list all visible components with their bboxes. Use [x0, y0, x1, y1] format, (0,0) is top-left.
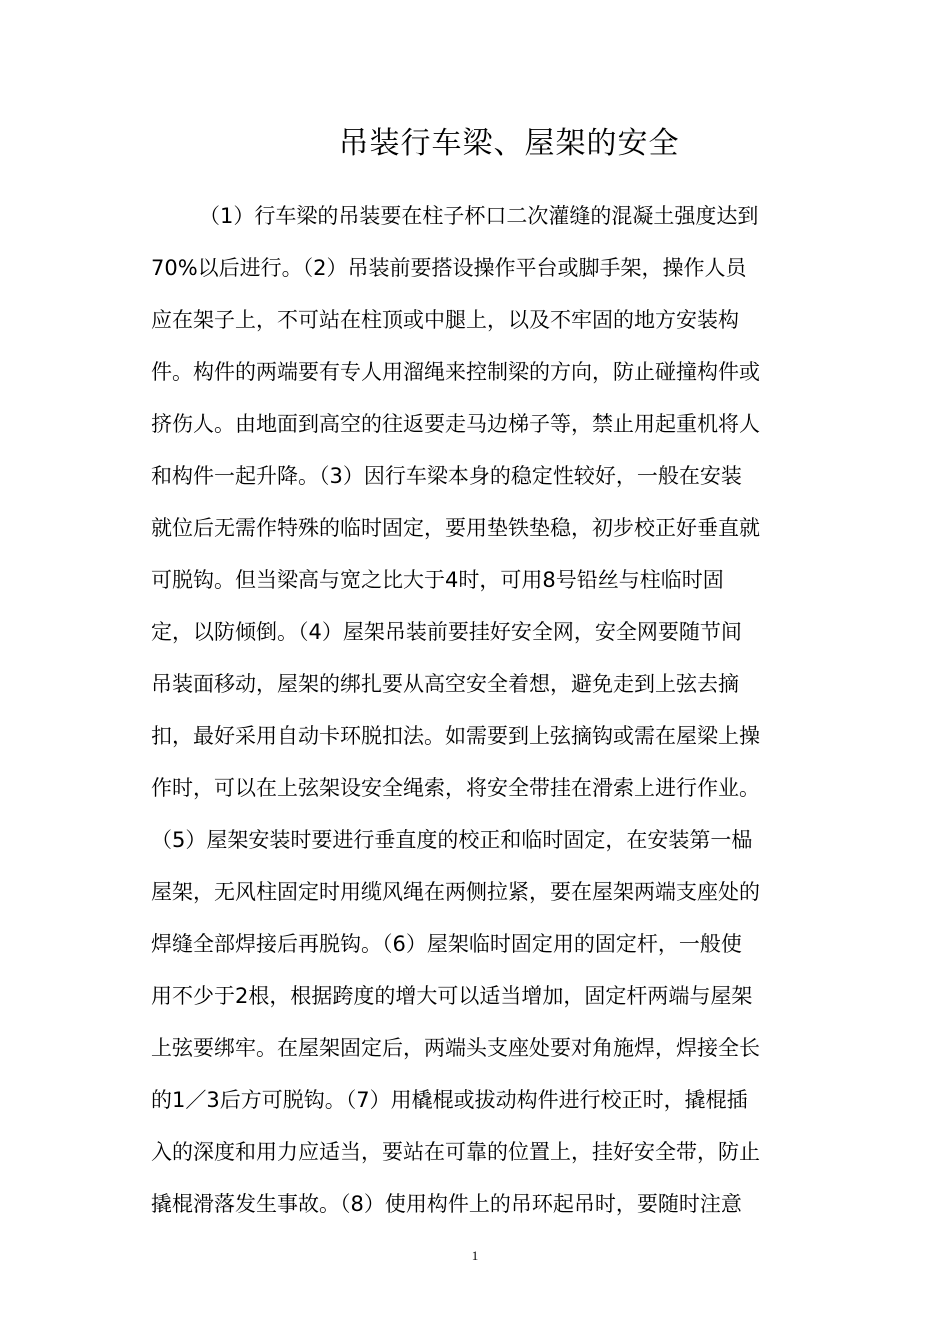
- text-line: （1）行车梁的吊装要在柱子杯口二次灌缝的混凝土强度达到: [199, 204, 759, 228]
- text-line: 焊缝全部焊接后再脱钩。（6）屋架临时固定用的固定杆，一般使: [151, 932, 742, 956]
- body-text: [151, 190, 831, 1230]
- text-line: 件。构件的两端要有专人用溜绳来控制梁的方向，防止碰撞构件或: [151, 360, 760, 384]
- text-line: 挤伤人。由地面到高空的往返要走马边梯子等，禁止用起重机将人: [151, 412, 760, 436]
- page-number: 1: [471, 1248, 479, 1263]
- text-line: 作时，可以在上弦架设安全绳索，将安全带挂在滑索上进行作业。: [151, 776, 760, 800]
- text-line: 屋架，无风柱固定时用缆风绳在两侧拉紧，要在屋架两端支座处的: [151, 880, 760, 904]
- text-line: 和构件一起升降。（3）因行车梁本身的稳定性较好，一般在安装: [151, 464, 742, 488]
- text-line: 用不少于2根，根据跨度的增大可以适当增加，固定杆两端与屋架: [151, 984, 753, 1008]
- text-line: 的1／3后方可脱钩。（7）用橇棍或拔动构件进行校正时，撬棍插: [151, 1088, 748, 1112]
- text-line: 应在架子上，不可站在柱顶或中腿上，以及不牢固的地方安装构: [151, 308, 739, 332]
- text-line: 上弦要绑牢。在屋架固定后，两端头支座处要对角施焊，焊接全长: [151, 1036, 760, 1060]
- text-line: 就位后无需作特殊的临时固定，要用垫铁垫稳，初步校正好垂直就: [151, 516, 760, 540]
- page-title: 吊装行车梁、屋架的安全: [338, 126, 680, 161]
- text-line: 撬棍滑落发生事故。（8）使用构件上的吊环起吊时，要随时注意: [151, 1192, 742, 1216]
- text-line: （5）屋架安装时要进行垂直度的校正和临时固定，在安装第一榀: [151, 828, 753, 852]
- text-line: 扣，最好采用自动卡环脱扣法。如需要到上弦摘钩或需在屋梁上操: [151, 724, 760, 748]
- text-line: 定，以防倾倒。（4）屋架吊装前要挂好安全网，安全网要随节间: [151, 620, 742, 644]
- text-line: 入的深度和用力应适当，要站在可靠的位置上，挂好安全带，防止: [151, 1140, 760, 1164]
- text-line: 可脱钩。但当梁高与宽之比大于4时，可用8号铅丝与柱临时固: [151, 568, 724, 592]
- text-line: 吊装面移动，屋架的绑扎要从高空安全着想，避免走到上弦去摘: [151, 672, 739, 696]
- text-line: 70%以后进行。（2）吊装前要搭设操作平台或脚手架，操作人员: [151, 256, 747, 280]
